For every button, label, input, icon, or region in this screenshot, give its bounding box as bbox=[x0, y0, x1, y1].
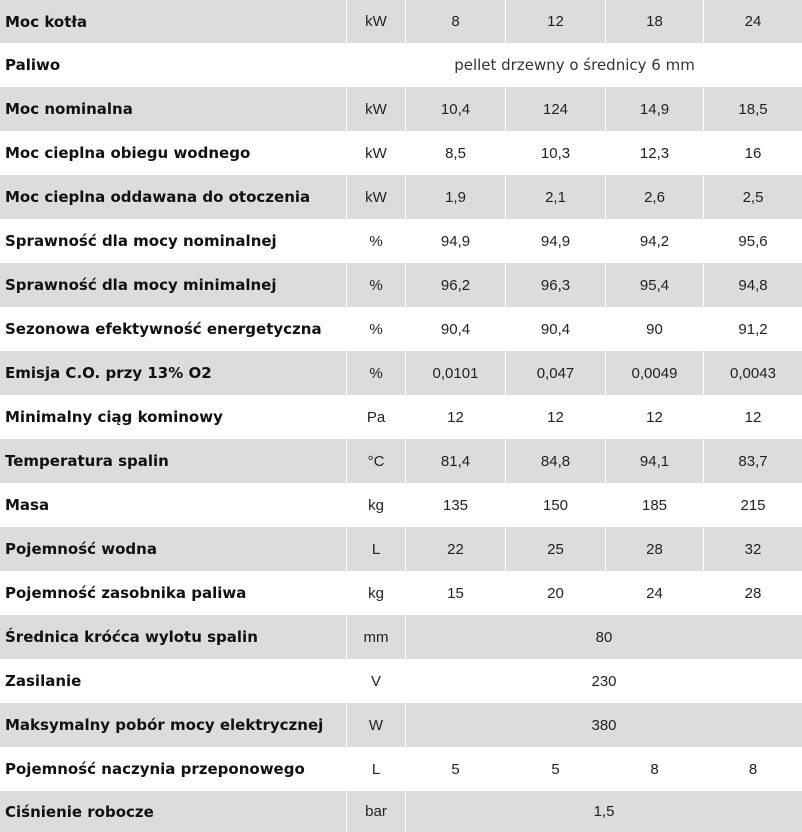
row-label: Masa bbox=[0, 483, 346, 527]
table-row-pobor-mocy bbox=[0, 703, 802, 747]
row-unit: kW bbox=[346, 0, 405, 43]
row-unit: % bbox=[346, 263, 405, 307]
value-cell: 150 bbox=[505, 483, 605, 527]
table-row-sprawnosc-nominalna bbox=[0, 219, 802, 263]
table-row-temperatura-spalin bbox=[0, 439, 802, 483]
value-cell: 83,7 bbox=[703, 439, 802, 483]
value-cell: 96,3 bbox=[505, 263, 605, 307]
row-unit: % bbox=[346, 351, 405, 395]
table-row-moc-cieplna-obiegu bbox=[0, 131, 802, 175]
row-label: Pojemność naczynia przeponowego bbox=[0, 747, 346, 791]
value-cell: 0,0043 bbox=[703, 351, 802, 395]
value-cell: 12 bbox=[405, 395, 505, 439]
row-label: Sezonowa efektywność energetyczna bbox=[0, 307, 346, 351]
value-cell: 24 bbox=[605, 571, 703, 615]
row-label: Temperatura spalin bbox=[0, 439, 346, 483]
table-row-sprawnosc-minimalna bbox=[0, 263, 802, 307]
value-cell: 84,8 bbox=[505, 439, 605, 483]
row-unit: mm bbox=[346, 615, 405, 659]
value-cell: 28 bbox=[605, 527, 703, 571]
row-label: Średnica króćca wylotu spalin bbox=[0, 615, 346, 659]
row-label: Moc cieplna obiegu wodnego bbox=[0, 131, 346, 175]
row-label: Pojemność zasobnika paliwa bbox=[0, 571, 346, 615]
row-label: Maksymalny pobór mocy elektrycznej bbox=[0, 703, 346, 747]
value-cell: 135 bbox=[405, 483, 505, 527]
value-cell: 32 bbox=[703, 527, 802, 571]
row-unit: °C bbox=[346, 439, 405, 483]
row-label: Moc nominalna bbox=[0, 87, 346, 131]
merged-value-cell: 1,5 bbox=[405, 791, 802, 832]
row-label: Minimalny ciąg kominowy bbox=[0, 395, 346, 439]
row-label: Emisja C.O. przy 13% O2 bbox=[0, 351, 346, 395]
row-label: Pojemność wodna bbox=[0, 527, 346, 571]
row-unit: Pa bbox=[346, 395, 405, 439]
value-cell: 94,2 bbox=[605, 219, 703, 263]
row-unit: kW bbox=[346, 175, 405, 219]
value-cell: 12 bbox=[605, 395, 703, 439]
value-cell: 20 bbox=[505, 571, 605, 615]
value-cell: 8,5 bbox=[405, 131, 505, 175]
table-row-pojemnosc-zasobnika bbox=[0, 571, 802, 615]
value-cell: 10,4 bbox=[405, 87, 505, 131]
row-unit: kW bbox=[346, 131, 405, 175]
value-cell: 2,1 bbox=[505, 175, 605, 219]
table-row-cisnienie-robocze bbox=[0, 791, 802, 832]
row-label: Paliwo bbox=[0, 43, 346, 87]
table-row-naczynie-przeponowe bbox=[0, 747, 802, 791]
value-cell: 24 bbox=[703, 0, 802, 43]
value-cell: 12,3 bbox=[605, 131, 703, 175]
table-row-sezonowa-efektywnosc bbox=[0, 307, 802, 351]
value-cell: 2,6 bbox=[605, 175, 703, 219]
table-row-moc-nominalna bbox=[0, 87, 802, 131]
row-unit: kg bbox=[346, 483, 405, 527]
table-row-ciag-kominowy bbox=[0, 395, 802, 439]
value-cell: 22 bbox=[405, 527, 505, 571]
value-cell: 81,4 bbox=[405, 439, 505, 483]
row-unit: V bbox=[346, 659, 405, 703]
value-cell: 90 bbox=[605, 307, 703, 351]
table-row-pojemnosc-wodna bbox=[0, 527, 802, 571]
value-cell: 12 bbox=[703, 395, 802, 439]
value-cell: 14,9 bbox=[605, 87, 703, 131]
row-unit: bar bbox=[346, 791, 405, 832]
merged-value-cell: 230 bbox=[405, 659, 802, 703]
value-cell: 0,0049 bbox=[605, 351, 703, 395]
merged-value-cell: pellet drzewny o średnicy 6 mm bbox=[346, 43, 802, 87]
table-row-masa bbox=[0, 483, 802, 527]
table-row-zasilanie bbox=[0, 659, 802, 703]
table-row-emisja-co bbox=[0, 351, 802, 395]
value-cell: 0,047 bbox=[505, 351, 605, 395]
value-cell: 25 bbox=[505, 527, 605, 571]
row-unit: W bbox=[346, 703, 405, 747]
merged-value-cell: 80 bbox=[405, 615, 802, 659]
row-unit: L bbox=[346, 747, 405, 791]
value-cell: 124 bbox=[505, 87, 605, 131]
row-label: Moc cieplna oddawana do otoczenia bbox=[0, 175, 346, 219]
value-cell: 28 bbox=[703, 571, 802, 615]
table-row-srednica-krocca bbox=[0, 615, 802, 659]
row-label: Sprawność dla mocy nominalnej bbox=[0, 219, 346, 263]
value-cell: 95,4 bbox=[605, 263, 703, 307]
value-cell: 18,5 bbox=[703, 87, 802, 131]
value-cell: 215 bbox=[703, 483, 802, 527]
row-label: Moc kotła bbox=[0, 0, 346, 43]
value-cell: 94,9 bbox=[405, 219, 505, 263]
value-cell: 8 bbox=[405, 0, 505, 43]
table-row-paliwo bbox=[0, 43, 802, 87]
value-cell: 94,1 bbox=[605, 439, 703, 483]
value-cell: 2,5 bbox=[703, 175, 802, 219]
value-cell: 91,2 bbox=[703, 307, 802, 351]
value-cell: 8 bbox=[605, 747, 703, 791]
value-cell: 95,6 bbox=[703, 219, 802, 263]
value-cell: 18 bbox=[605, 0, 703, 43]
table-row-moc-cieplna-otoczenia bbox=[0, 175, 802, 219]
row-unit: kW bbox=[346, 87, 405, 131]
row-unit: % bbox=[346, 307, 405, 351]
row-label: Sprawność dla mocy minimalnej bbox=[0, 263, 346, 307]
row-unit: L bbox=[346, 527, 405, 571]
value-cell: 12 bbox=[505, 395, 605, 439]
row-label: Ciśnienie robocze bbox=[0, 791, 346, 832]
value-cell: 0,0101 bbox=[405, 351, 505, 395]
value-cell: 185 bbox=[605, 483, 703, 527]
table-row-moc-kotla bbox=[0, 0, 802, 43]
value-cell: 8 bbox=[703, 747, 802, 791]
row-unit: % bbox=[346, 219, 405, 263]
value-cell: 90,4 bbox=[405, 307, 505, 351]
value-cell: 5 bbox=[405, 747, 505, 791]
value-cell: 90,4 bbox=[505, 307, 605, 351]
value-cell: 94,8 bbox=[703, 263, 802, 307]
value-cell: 10,3 bbox=[505, 131, 605, 175]
value-cell: 96,2 bbox=[405, 263, 505, 307]
value-cell: 16 bbox=[703, 131, 802, 175]
row-label: Zasilanie bbox=[0, 659, 346, 703]
value-cell: 15 bbox=[405, 571, 505, 615]
value-cell: 94,9 bbox=[505, 219, 605, 263]
value-cell: 1,9 bbox=[405, 175, 505, 219]
value-cell: 12 bbox=[505, 0, 605, 43]
merged-value-cell: 380 bbox=[405, 703, 802, 747]
value-cell: 5 bbox=[505, 747, 605, 791]
row-unit: kg bbox=[346, 571, 405, 615]
